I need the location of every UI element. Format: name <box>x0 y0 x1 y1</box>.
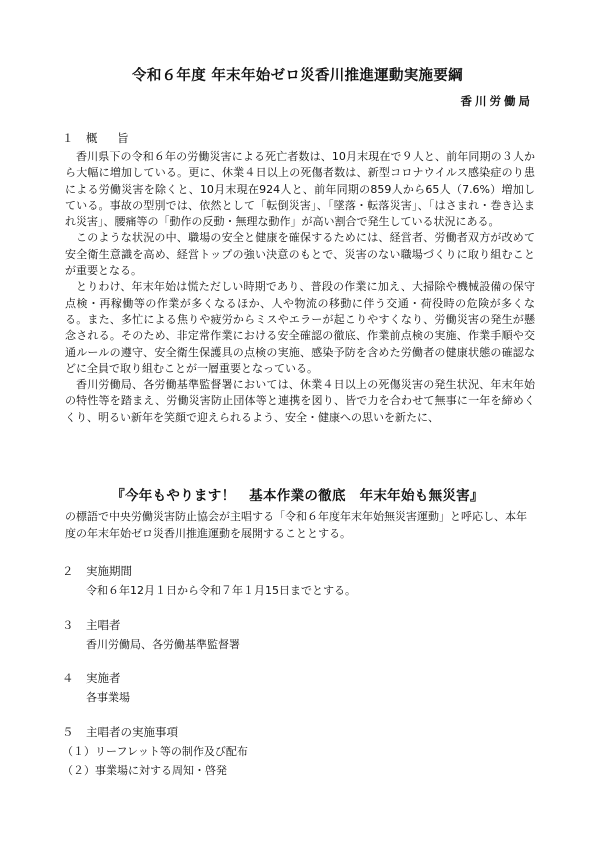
section-3-body: 香川労働局、各労働基準監督署 <box>86 638 240 651</box>
section-2-heading <box>62 563 132 579</box>
section-3-number: ３ <box>62 618 74 632</box>
section-2-number: ２ <box>62 564 74 578</box>
section-1-paragraph: 香川県下の令和６年の労働災害による死亡者数は、10月末現在で９人と、前年同期の３人から大幅に増加している。更に、休業４日以上の死傷者数は、新型コロナウイルス感染症のり患による労働災害を除くと、10月末現在924人と、前年同期の859人から65人（7.6%）増加している。事故の型別では、依然として「転倒災害」、「墜落・転落災害」、「はさまれ・巻き込まれ災害」、腰痛等の「動作の反動・無理な動作」が高い割合で発生している状況にある。 <box>65 150 535 229</box>
section-1-number: １ <box>62 131 74 145</box>
section-4-number: ４ <box>62 671 74 685</box>
document-title: 令和６年度 年末年始ゼロ災香川推進運動実施要綱 <box>132 68 463 84</box>
section-1-title: 概 旨 <box>86 131 137 145</box>
section-3-title: 主唱者 <box>86 618 121 632</box>
issuer-name: 香川労働局 <box>460 94 533 108</box>
section-5-item: （２）事業場に対する周知・啓発 <box>62 764 227 777</box>
section-4-heading <box>62 670 121 686</box>
section-5-title: 主唱者の実施事項 <box>86 725 178 739</box>
section-4-title: 実施者 <box>86 671 121 685</box>
section-1-body <box>65 149 535 426</box>
section-5-item: （１）リーフレット等の制作及び配布 <box>62 745 248 758</box>
section-1-heading <box>62 130 137 146</box>
section-4-body: 各事業場 <box>86 691 130 704</box>
campaign-slogan: 『今年もやります！ 基本作業の徹底 年末年始も無災害』 <box>111 488 484 504</box>
section-2-title: 実施期間 <box>86 564 132 578</box>
section-5-number: ５ <box>62 725 74 739</box>
section-3-heading <box>62 617 121 633</box>
section-1-paragraph: とりわけ、年末年始は慌ただしい時期であり、普段の作業に加え、大掃除や機械設備の保守点検・再稼働等の作業が多くなるほか、人や物流の移動に伴う交通・荷役時の危険が多くなる。また、多忙による焦りや疲労からミスやエラーが起こりやすくなり、労働災害の発生が懸念される。そのため、非定常作業における安全確認の徹底、作業前点検の実施、作業手順や交通ルールの遵守、安全衛生保護具の点検の実施、感染予防を含めた労働者の健康状態の確認などに全員で取り組むことが一層重要となっている。 <box>65 280 535 375</box>
section-1-closing: の標語で中央労働災害防止協会が主唱する「令和６年度年末年始無災害運動」と呼応し、本年度の年末年始ゼロ災香川推進運動を展開することとする。 <box>65 510 527 540</box>
section-1-paragraph: このような状況の中、職場の安全と健康を確保するためには、経営者、労働者双方が改めて安全衛生意識を高め、経営トップの強い決意のもとで、災害のない職場づくりに取り組むことが重要となる。 <box>65 231 535 278</box>
section-1-closing-block <box>65 508 535 542</box>
section-5-heading <box>62 724 178 740</box>
section-2-body: 令和６年12月１日から令和７年１月15日までとする。 <box>86 584 356 597</box>
section-1-paragraph: 香川労働局、各労働基準監督署においては、休業４日以上の死傷災害の発生状況、年末年始の特性等を踏まえ、労働災害防止団体等と連携を図り、皆で力を合わせて無事に一年を締めくくり、明るい新年を笑顔で迎えられるよう、安全・健康への思いを新たに、 <box>65 378 535 424</box>
